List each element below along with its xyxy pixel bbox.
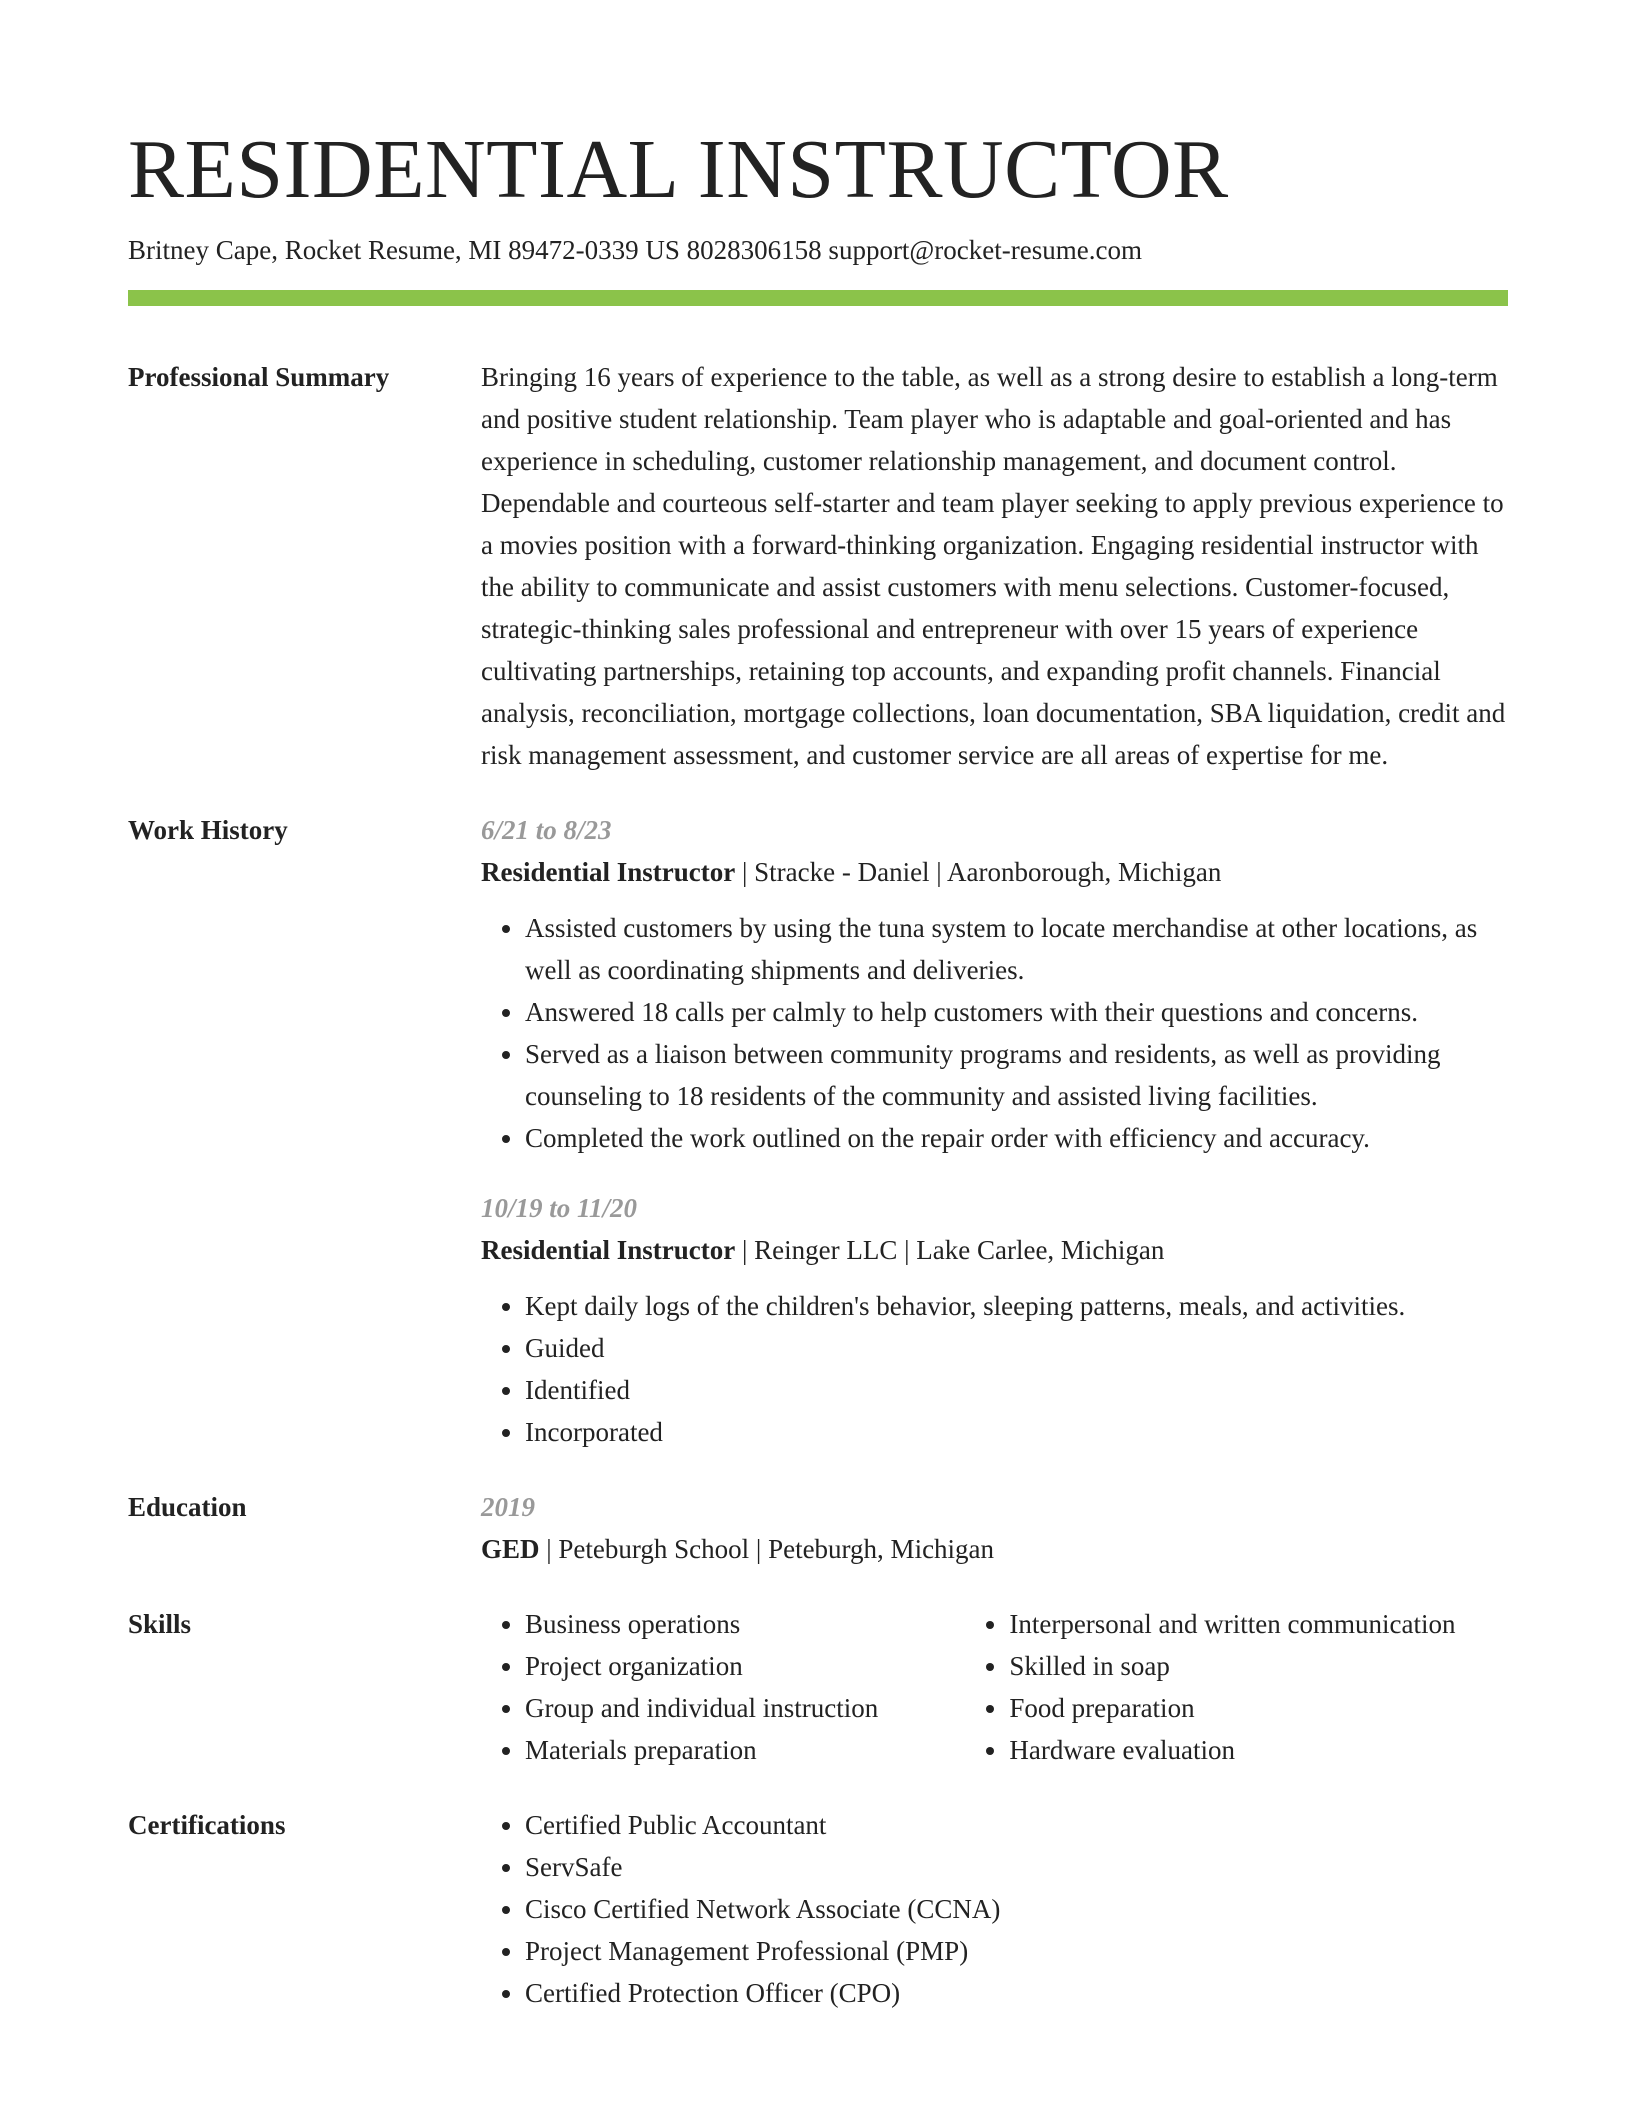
skills-section bbox=[128, 1603, 1508, 1771]
contact-line: Britney Cape, Rocket Resume, MI 89472-0339 US 8028306158 support@rocket-resume.com bbox=[128, 235, 1142, 265]
list-item: • Cisco Certified Network Associate (CCNA) bbox=[525, 1888, 1508, 1930]
certifications-body bbox=[481, 1804, 1508, 2014]
accent-divider bbox=[128, 290, 1508, 306]
job-employer-location: | Reinger LLC | Lake Carlee, Michigan bbox=[735, 1235, 1165, 1265]
job-title: Residential Instructor bbox=[481, 857, 736, 887]
job-entry bbox=[481, 1187, 1508, 1453]
education-degree: GED bbox=[481, 1534, 540, 1564]
skills-column-right bbox=[965, 1603, 1508, 1771]
skills-body bbox=[481, 1603, 1508, 1771]
list-item: • Interpersonal and written communication bbox=[1009, 1603, 1508, 1645]
skills-columns bbox=[481, 1603, 1508, 1771]
list-item: • Project Management Professional (PMP) bbox=[525, 1930, 1508, 1972]
job-title: Residential Instructor bbox=[481, 1235, 736, 1265]
summary-body bbox=[481, 356, 1508, 776]
education-body bbox=[481, 1486, 1508, 1570]
section-label-summary: Professional Summary bbox=[128, 362, 390, 392]
list-item: • Group and individual instruction bbox=[525, 1687, 965, 1729]
list-item: • Skilled in soap bbox=[1009, 1645, 1508, 1687]
education-date: 2019 bbox=[481, 1492, 535, 1522]
list-item: • Certified Protection Officer (CPO) bbox=[525, 1972, 1508, 2014]
job-bullets bbox=[481, 907, 1508, 1159]
skills-column-left bbox=[481, 1603, 965, 1771]
list-item: • Food preparation bbox=[1009, 1687, 1508, 1729]
certifications-list bbox=[481, 1804, 1508, 2014]
list-item: • Completed the work outlined on the repair order with efficiency and accuracy. bbox=[525, 1117, 1508, 1159]
section-label-education: Education bbox=[128, 1492, 247, 1522]
list-item: • ServSafe bbox=[525, 1846, 1508, 1888]
summary-section bbox=[128, 356, 1508, 776]
list-item: • Kept daily logs of the children's behavior, sleeping patterns, meals, and activities. bbox=[525, 1285, 1508, 1327]
work-history-section bbox=[128, 809, 1508, 1453]
work-history-body bbox=[481, 809, 1508, 1453]
education-school-location: | Peteburgh School | Peteburgh, Michigan bbox=[539, 1534, 995, 1564]
section-label-certifications: Certifications bbox=[128, 1810, 286, 1840]
list-item: • Incorporated bbox=[525, 1411, 1508, 1453]
list-item: • Assisted customers by using the tuna system to locate merchandise at other locations, as well as coordinating shipments and deliveries. bbox=[525, 907, 1508, 991]
summary-text: Bringing 16 years of experience to the table, as well as a strong desire to establish a long-term and positive student relationship. Team player who is adaptable and goal-oriented and has experience in scheduling, customer relationship management, and document control. Dependable and courteous self-starter and team player seeking to apply previous experience to a movies position with a forward-thinking organization. Engaging residential instructor with the ability to communicate and assist customers with menu selections. Customer-focused, strategic-thinking sales professional and entrepreneur with over 15 years of experience cultivating partnerships, retaining top accounts, and expanding profit channels. Financial analysis, reconciliation, mortgage collections, loan documentation, SBA liquidation, credit and risk management assessment, and customer service are all areas of expertise for me. bbox=[481, 362, 1506, 770]
list-item: • Business operations bbox=[525, 1603, 965, 1645]
list-item: • Answered 18 calls per calmly to help customers with their questions and concerns. bbox=[525, 991, 1508, 1033]
list-item: • Served as a liaison between community programs and residents, as well as providing counseling to 18 residents of the community and assisted living facilities. bbox=[525, 1033, 1508, 1117]
list-item: • Materials preparation bbox=[525, 1729, 965, 1771]
list-item: • Certified Public Accountant bbox=[525, 1804, 1508, 1846]
list-item: • Project organization bbox=[525, 1645, 965, 1687]
list-item: • Hardware evaluation bbox=[1009, 1729, 1508, 1771]
job-employer-location: | Stracke - Daniel | Aaronborough, Michigan bbox=[735, 857, 1222, 887]
certifications-section bbox=[128, 1804, 1508, 2014]
job-entry bbox=[481, 809, 1508, 1159]
resume-page bbox=[128, 120, 1508, 2014]
job-heading bbox=[481, 1229, 1508, 1271]
list-item: • Identified bbox=[525, 1369, 1508, 1411]
list-item: • Guided bbox=[525, 1327, 1508, 1369]
education-section bbox=[128, 1486, 1508, 1570]
section-label-work-history: Work History bbox=[128, 815, 288, 845]
resume-title: RESIDENTIAL INSTRUCTOR bbox=[128, 123, 1229, 216]
job-dates: 6/21 to 8/23 bbox=[481, 815, 612, 845]
job-heading bbox=[481, 851, 1508, 893]
education-heading bbox=[481, 1528, 1508, 1570]
section-label-skills: Skills bbox=[128, 1609, 192, 1639]
job-dates: 10/19 to 11/20 bbox=[481, 1193, 638, 1223]
job-bullets bbox=[481, 1285, 1508, 1453]
